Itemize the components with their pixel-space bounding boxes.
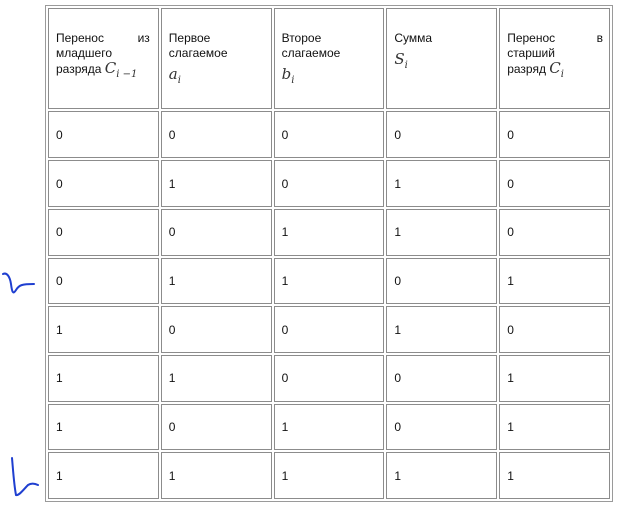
header-text: Первое [168, 31, 211, 45]
header-addend-a [161, 8, 272, 109]
header-text: Перенос [507, 31, 556, 45]
table-cell: 1 [161, 452, 272, 499]
table-cell: 0 [161, 111, 272, 158]
table-cell: 1 [274, 258, 385, 305]
header-text: слагаемое [281, 46, 341, 60]
table-cell: 1 [274, 452, 385, 499]
check-mark-icon [0, 268, 40, 300]
table-row [48, 160, 610, 207]
header-text: Второе [281, 31, 322, 45]
table-cell: 0 [161, 306, 272, 353]
table-cell: 0 [274, 306, 385, 353]
symbol-c-i: $C_i$ [549, 59, 564, 80]
header-carry-in [48, 8, 159, 109]
table-cell: 1 [48, 306, 159, 353]
table-cell: 0 [48, 111, 159, 158]
table-cell: 1 [499, 452, 610, 499]
table-cell: 0 [161, 209, 272, 256]
header-row [48, 8, 610, 109]
table-row [48, 258, 610, 305]
header-text: Перенос [56, 31, 104, 45]
symbol-c-i-minus-1: $C_{i -1}$ [104, 59, 138, 80]
table-row [48, 404, 610, 451]
table-row [48, 209, 610, 256]
table-cell: 0 [274, 355, 385, 402]
header-text: в [596, 31, 603, 45]
table-cell: 0 [386, 111, 497, 158]
table-row [48, 452, 610, 499]
header-text: разряд [507, 62, 546, 76]
table-cell: 0 [499, 209, 610, 256]
table-cell: 1 [161, 160, 272, 207]
table-cell: 0 [499, 160, 610, 207]
table-row [48, 111, 610, 158]
table-cell: 1 [499, 258, 610, 305]
table-cell: 0 [386, 258, 497, 305]
table-cell: 0 [386, 355, 497, 402]
header-text: старший [507, 46, 555, 60]
full-adder-table [46, 6, 612, 501]
table-cell: 1 [161, 355, 272, 402]
check-mark-icon [4, 455, 44, 500]
symbol-s-i: $S_i$ [394, 50, 408, 71]
table-cell: 0 [48, 209, 159, 256]
table-cell: 0 [386, 404, 497, 451]
table-cell: 1 [499, 355, 610, 402]
table-cell: 1 [386, 452, 497, 499]
symbol-a-i: $a_i$ [168, 65, 181, 86]
header-carry-out [499, 8, 610, 109]
table-cell: 0 [48, 160, 159, 207]
table-cell: 1 [274, 209, 385, 256]
table-cell: 0 [161, 404, 272, 451]
table-cell: 1 [386, 209, 497, 256]
truth-table [45, 5, 613, 502]
header-text: Сумма [394, 31, 433, 45]
table-cell: 1 [274, 404, 385, 451]
table-row [48, 355, 610, 402]
table-cell: 1 [48, 404, 159, 451]
symbol-b-i: $b_i$ [281, 65, 295, 86]
table-cell: 1 [386, 306, 497, 353]
table-cell: 0 [499, 111, 610, 158]
table-cell: 1 [48, 452, 159, 499]
table-cell: 1 [161, 258, 272, 305]
table-cell: 0 [48, 258, 159, 305]
table-cell: 0 [274, 160, 385, 207]
header-sum [386, 8, 497, 109]
table-cell: 1 [499, 404, 610, 451]
table-cell: 1 [48, 355, 159, 402]
header-addend-b [274, 8, 385, 109]
header-text: младшего [56, 46, 113, 60]
header-text: из [137, 31, 150, 45]
table-row [48, 306, 610, 353]
table-cell: 1 [386, 160, 497, 207]
table-cell: 0 [274, 111, 385, 158]
header-text: слагаемое [168, 46, 228, 60]
header-text: разряда [56, 62, 102, 76]
table-cell: 0 [499, 306, 610, 353]
